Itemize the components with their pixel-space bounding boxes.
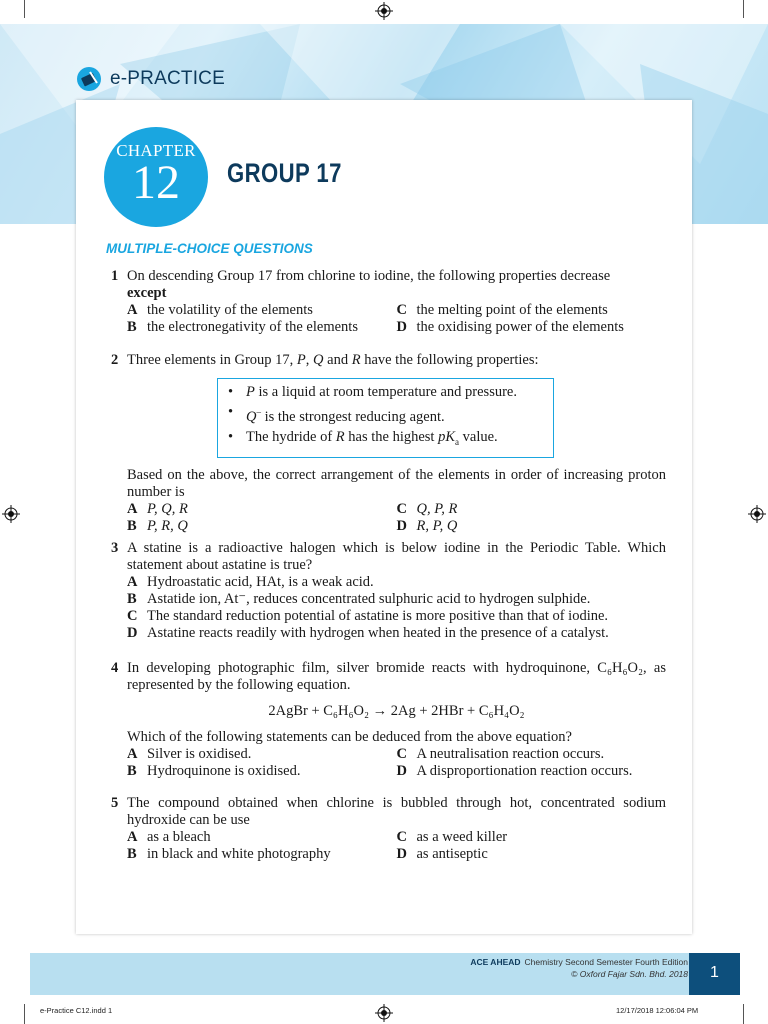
question-followup: Based on the above, the correct arrangement of the elements in order of increasing proton number is — [127, 466, 666, 500]
question-stem: The compound obtained when chlorine is bubbled through hot, concentrated sodium hydroxide can be use — [127, 795, 666, 828]
registration-mark-left — [2, 505, 20, 523]
footer-credits — [470, 956, 688, 980]
option-d[interactable]: D R, P, Q — [396, 517, 458, 534]
footer-book: Chemistry Second Semester Fourth Edition — [524, 957, 688, 967]
question-stem: In developing photographic film, silver bromide reacts with hydroquinone, C₆H₆O₂, as represented by the following equation. — [127, 660, 666, 693]
brand-name: e-PRACTICE — [110, 68, 225, 89]
option-a[interactable]: A as a bleach — [127, 829, 211, 845]
property-item: • P is a liquid at room temperature and pressure. — [228, 384, 517, 400]
option-b[interactable]: B the electronegativity of the elements — [127, 319, 358, 335]
question-number: 4 — [111, 660, 119, 676]
footer-series: ACE AHEAD — [470, 957, 521, 967]
option-d[interactable]: D Astatine reacts readily with hydrogen when heated in the presence of a catalyst. — [127, 625, 609, 641]
option-b[interactable]: B P, R, Q — [127, 517, 188, 534]
question-number: 3 — [111, 540, 119, 556]
property-item: • The hydride of R has the highest $pK_a$ value. — [228, 428, 498, 447]
page-number: 1 — [689, 953, 740, 995]
crop-line — [24, 1004, 25, 1024]
e-practice-icon — [76, 66, 102, 92]
chapter-number: 12 — [132, 156, 180, 209]
question-stem: On descending Group 17 from chlorine to iodine, the following properties decrease except — [127, 268, 611, 301]
option-a[interactable]: A Silver is oxidised. — [127, 746, 252, 762]
slug-file: e-Practice C12.indd 1 — [40, 1006, 113, 1015]
question-stem: Three elements in Group 17, P, Q and R have the following properties: — [127, 352, 539, 368]
question-1 — [111, 268, 666, 336]
crop-line — [24, 0, 25, 18]
option-c[interactable]: C as a weed killer — [396, 829, 508, 845]
chapter-badge — [104, 127, 208, 227]
question-number: 2 — [111, 352, 119, 368]
option-d[interactable]: D the oxidising power of the elements — [396, 319, 624, 335]
option-c[interactable]: C The standard reduction potential of astatine is more positive than that of iodine. — [127, 608, 609, 624]
property-item: • Q– is the strongest reducing agent. — [228, 404, 445, 425]
option-b[interactable]: B Hydroquinone is oxidised. — [127, 763, 301, 779]
question-followup: Which of the following statements can be deduced from the above equation? — [127, 729, 572, 745]
brand — [76, 66, 225, 92]
slug-timestamp: 12/17/2018 12:06:04 PM — [616, 1006, 699, 1015]
question-number: 5 — [111, 795, 119, 811]
option-a[interactable]: A P, Q, R — [127, 500, 188, 517]
question-4 — [111, 660, 666, 780]
stem-emphasis: except — [127, 285, 167, 301]
section-heading: MULTIPLE-CHOICE QUESTIONS — [106, 241, 313, 256]
option-c[interactable]: C Q, P, R — [396, 500, 458, 517]
option-b[interactable]: B Astatide ion, At⁻, reduces concentrated sulphuric acid to hydrogen sulphide. — [127, 591, 591, 607]
option-d[interactable]: D as antiseptic — [396, 846, 488, 862]
option-a[interactable]: A Hydroastatic acid, HAt, is a weak acid. — [127, 574, 374, 590]
chemical-equation: 2AgBr + C₆H₆O₂ → 2Ag + 2HBr + C₆H₄O₂ — [268, 703, 525, 719]
registration-mark-top — [375, 2, 393, 20]
registration-mark-bottom — [375, 1004, 393, 1022]
question-3 — [111, 540, 666, 642]
chapter-title: GROUP 17 — [227, 158, 342, 188]
option-d[interactable]: D A disproportionation reaction occurs. — [396, 763, 633, 779]
question-5 — [111, 795, 666, 863]
option-a[interactable]: A the volatility of the elements — [127, 302, 313, 318]
properties-box — [217, 378, 554, 458]
option-b[interactable]: B in black and white photography — [127, 846, 331, 862]
crop-line — [743, 0, 744, 18]
crop-line — [743, 1004, 744, 1024]
option-c[interactable]: C the melting point of the elements — [396, 302, 608, 318]
question-2 — [111, 352, 666, 535]
chapter-label: CHAPTER — [116, 141, 196, 160]
footer-copyright: © Oxford Fajar Sdn. Bhd. 2018 — [571, 969, 688, 979]
question-number: 1 — [111, 268, 119, 284]
question-stem: A statine is a radioactive halogen which is below iodine in the Periodic Table. Which statement about astatine is true? — [127, 540, 666, 573]
option-c[interactable]: C A neutralisation reaction occurs. — [396, 746, 605, 762]
registration-mark-right — [748, 505, 766, 523]
